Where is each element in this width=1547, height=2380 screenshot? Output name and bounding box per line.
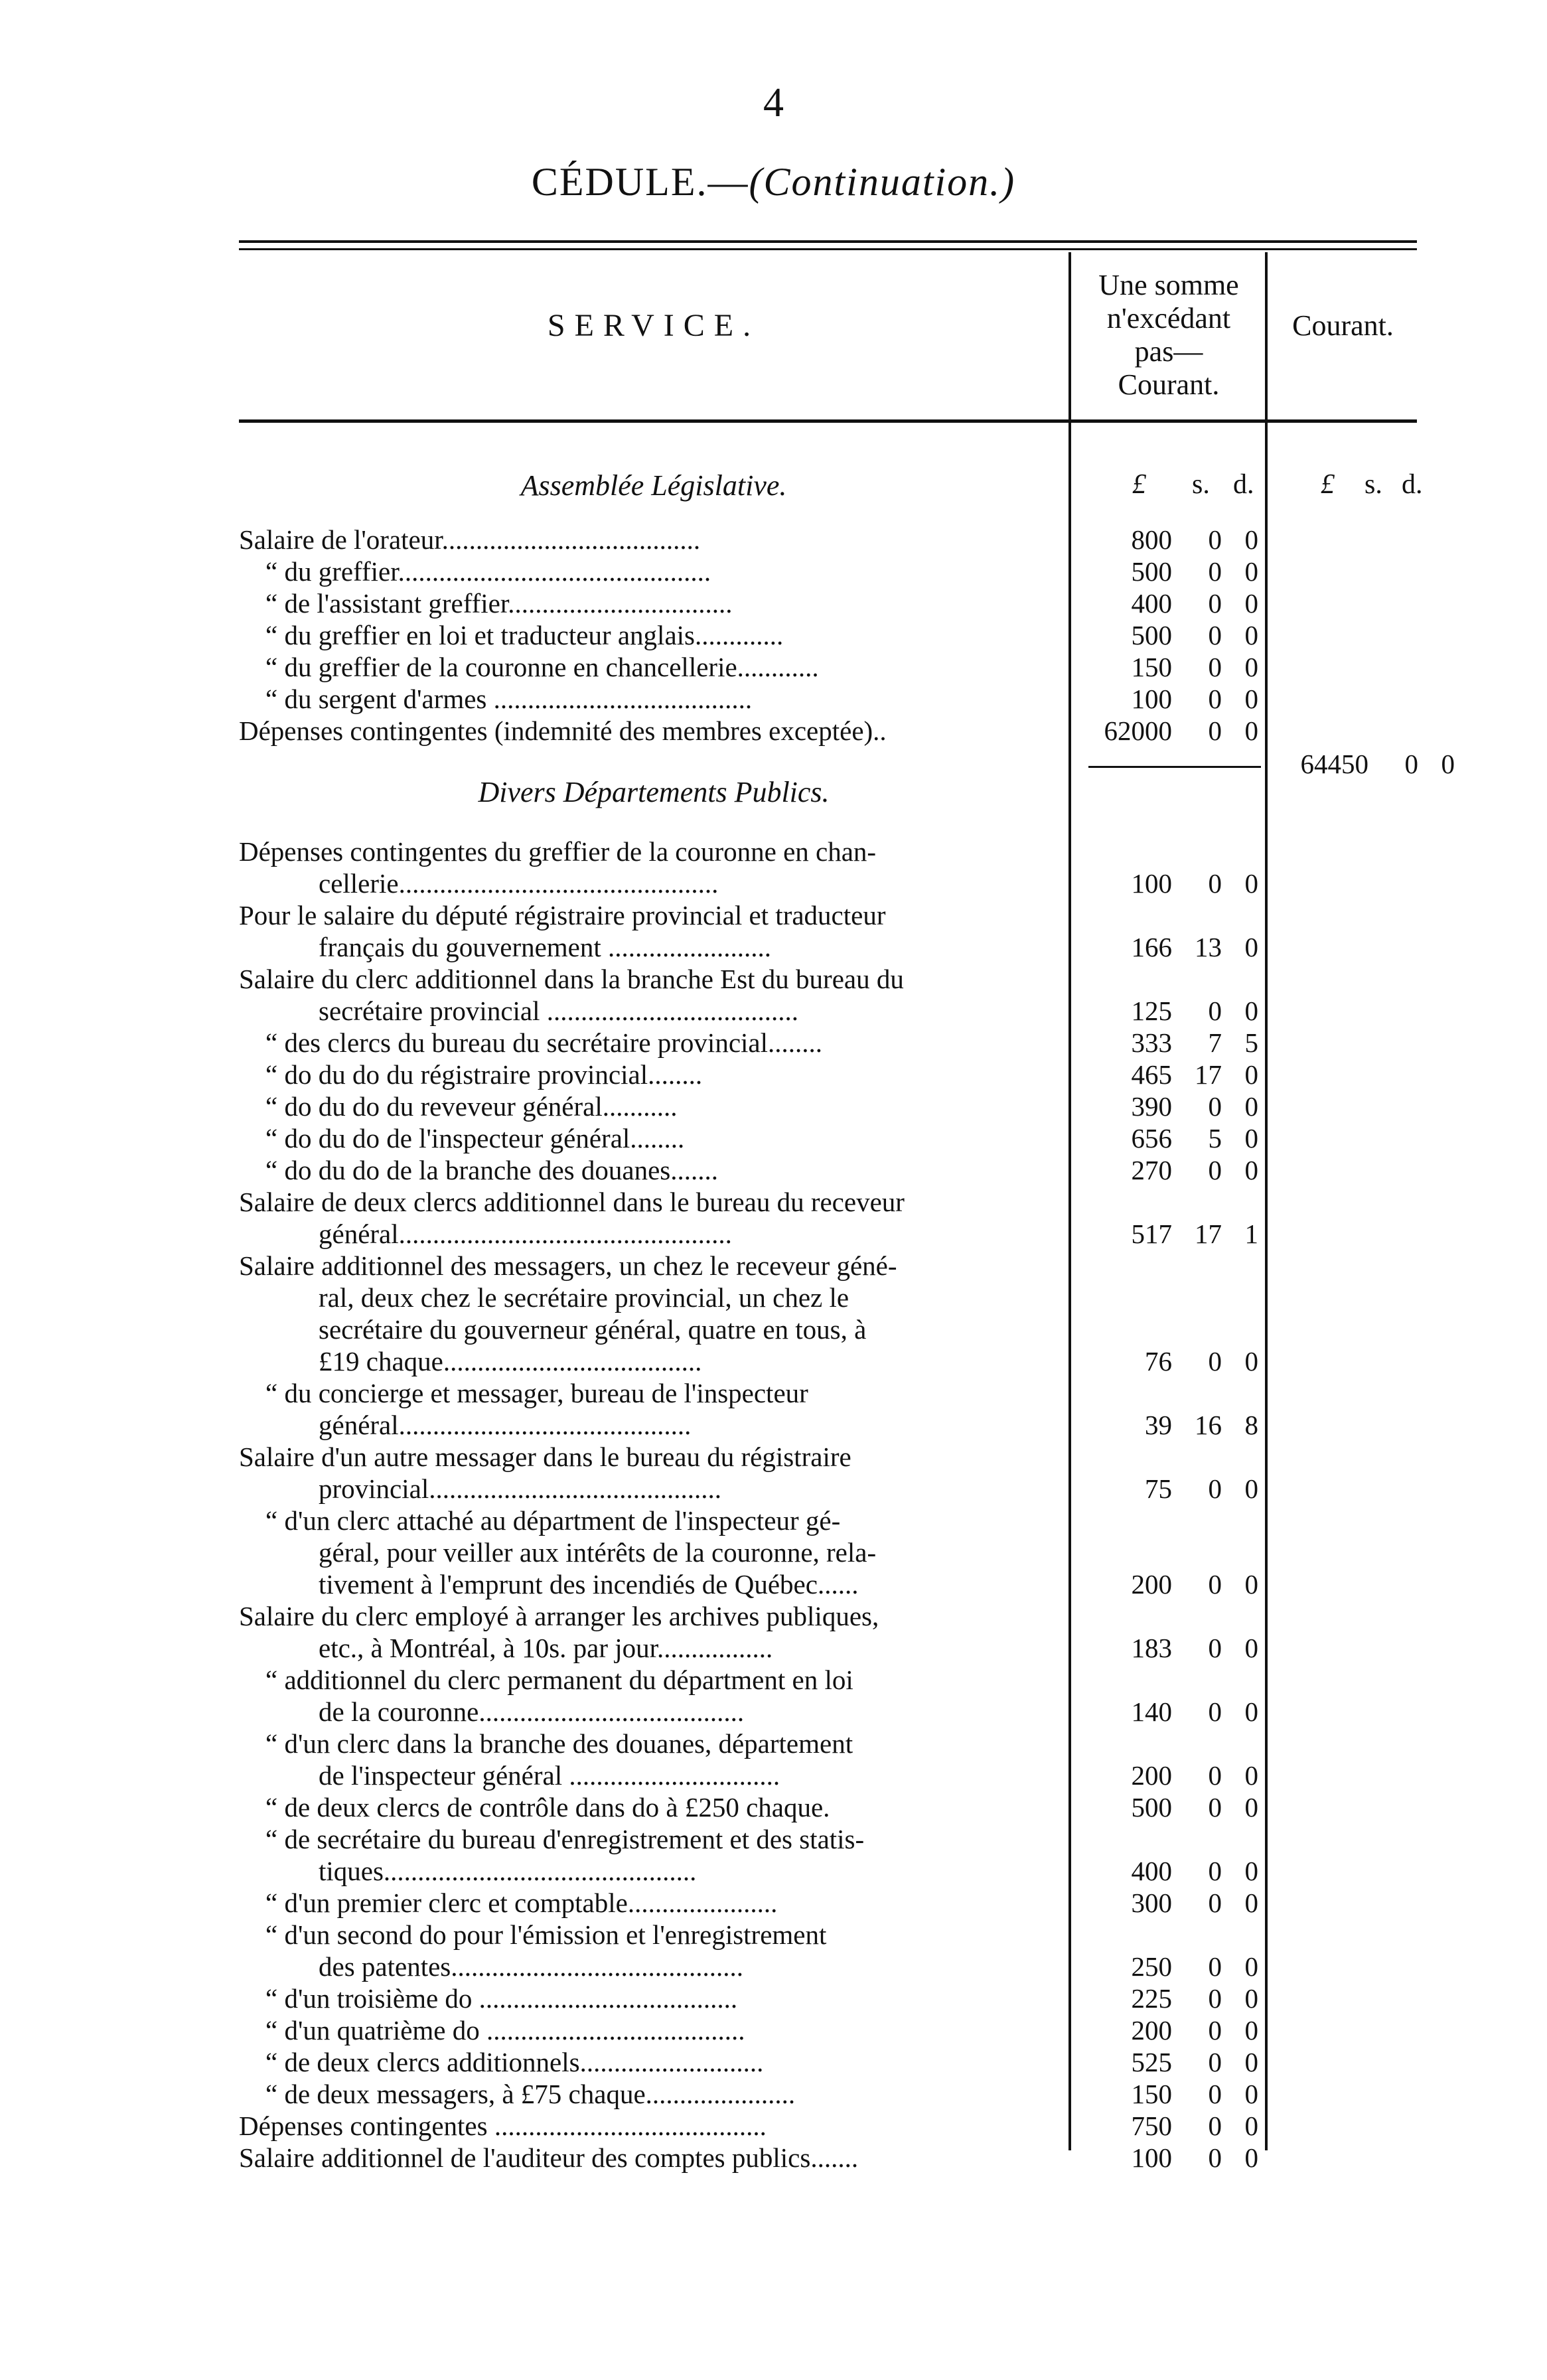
row-description: “ d'un premier clerc et comptable...................... — [265, 1888, 778, 1918]
amount-pounds: 390 — [1131, 1091, 1172, 1122]
row-description: Salaire du clerc employé à arranger les archives publiques, — [239, 1601, 879, 1631]
row-amount — [1072, 1027, 1258, 1058]
title-main: CÉDULE.— — [531, 160, 749, 204]
amount-pence: 0 — [1244, 715, 1258, 746]
amount-pence: 0 — [1244, 620, 1258, 650]
row-amount — [1072, 652, 1258, 682]
amount-pounds: 125 — [1131, 996, 1172, 1026]
amount-pence: 0 — [1244, 996, 1258, 1026]
amount-pounds: 64450 — [1300, 749, 1368, 779]
row-description: cellerie............................................... — [319, 868, 719, 899]
header-rule-top — [239, 240, 1417, 243]
amount-pence: 8 — [1244, 1410, 1258, 1440]
amount-shillings: 0 — [1208, 1346, 1222, 1376]
amount-shillings: 17 — [1195, 1219, 1222, 1249]
row-description: “ do du do de la branche des douanes....... — [265, 1155, 718, 1185]
amount-shillings: 0 — [1404, 749, 1418, 779]
row-description: de la couronne....................................... — [319, 1696, 745, 1727]
amount-shillings: 0 — [1208, 556, 1222, 587]
row-description: “ du concierge et messager, bureau de l'inspecteur — [265, 1378, 808, 1408]
subtotal-rule — [1088, 766, 1261, 768]
amount-pounds: 76 — [1145, 1346, 1172, 1376]
row-description: Pour le salaire du député régistraire provincial et traducteur — [239, 900, 886, 930]
row-amount — [1072, 1888, 1258, 1918]
column-header-sum-line: Une somme — [1098, 269, 1239, 301]
amount-shillings: 0 — [1208, 1760, 1222, 1791]
amount-pounds: 500 — [1131, 1792, 1172, 1822]
row-description: “ de secrétaire du bureau d'enregistrement et des statis- — [265, 1824, 865, 1854]
page-number: 4 — [763, 80, 784, 125]
amount-pounds: 100 — [1131, 684, 1172, 714]
title-continuation: (Continuation.) — [749, 160, 1016, 204]
amount-pounds: 333 — [1131, 1027, 1172, 1058]
row-amount — [1072, 524, 1258, 555]
amount-shillings: 16 — [1195, 1410, 1222, 1440]
amount-pounds: 200 — [1131, 1760, 1172, 1791]
amount-pence: 0 — [1244, 1091, 1258, 1122]
row-description: “ d'un quatrième do ...................................... — [265, 2015, 745, 2045]
amount-pounds: 100 — [1131, 868, 1172, 899]
row-description: “ du greffier en loi et traducteur anglais............. — [265, 620, 784, 650]
unit-pound-courant: £ — [1321, 469, 1335, 500]
amount-shillings: 0 — [1208, 2079, 1222, 2109]
amount-shillings: 0 — [1208, 1792, 1222, 1822]
amount-shillings: 0 — [1208, 620, 1222, 650]
amount-shillings: 0 — [1208, 1983, 1222, 2014]
page-title — [0, 159, 1547, 205]
amount-pence: 0 — [1441, 749, 1455, 779]
column-header-sum — [1072, 269, 1265, 402]
row-amount — [1072, 2111, 1258, 2141]
row-description: “ d'un clerc attaché au départment de l'inspecteur gé- — [265, 1505, 841, 1536]
row-description: etc., à Montréal, à 10s. par jour................. — [319, 1633, 773, 1663]
unit-shilling: s. — [1192, 469, 1210, 500]
amount-pence: 0 — [1244, 1696, 1258, 1727]
amount-pounds: 525 — [1131, 2047, 1172, 2077]
column-header-service: SERVICE. — [547, 308, 761, 343]
row-description: secrétaire provincial ..................................... — [319, 996, 799, 1026]
amount-shillings: 7 — [1208, 1027, 1222, 1058]
amount-pence: 0 — [1244, 932, 1258, 962]
amount-shillings: 0 — [1208, 715, 1222, 746]
row-description: “ du greffier de la couronne en chancellerie............ — [265, 652, 819, 682]
row-amount — [1072, 1091, 1258, 1122]
amount-pence: 0 — [1244, 1155, 1258, 1185]
amount-shillings: 0 — [1208, 2111, 1222, 2141]
row-amount — [1072, 868, 1258, 899]
amount-shillings: 0 — [1208, 524, 1222, 555]
row-description: Salaire additionnel de l'auditeur des comptes publics....... — [239, 2142, 859, 2173]
column-header-sum-line: pas— — [1134, 335, 1203, 368]
row-amount — [1072, 684, 1258, 714]
row-amount — [1072, 1123, 1258, 1153]
amount-pence: 1 — [1244, 1219, 1258, 1249]
row-description: des patentes........................................... — [319, 1951, 743, 1982]
amount-pence: 0 — [1244, 1059, 1258, 1090]
amount-pence: 0 — [1244, 2015, 1258, 2045]
column-divider-1 — [1068, 252, 1071, 2150]
row-description: tiques.............................................. — [319, 1856, 697, 1886]
amount-shillings: 17 — [1195, 1059, 1222, 1090]
section-title-divers: Divers Départements Publics. — [478, 776, 830, 808]
amount-pence: 0 — [1244, 652, 1258, 682]
row-description: Dépenses contingentes ........................................ — [239, 2111, 767, 2141]
amount-pounds: 200 — [1131, 1569, 1172, 1599]
amount-pounds: 166 — [1131, 932, 1172, 962]
amount-pence: 0 — [1244, 1569, 1258, 1599]
row-amount — [1072, 620, 1258, 650]
amount-pence: 0 — [1244, 868, 1258, 899]
unit-pound: £ — [1132, 469, 1146, 500]
row-description: Salaire de deux clercs additionnel dans le bureau du receveur — [239, 1187, 905, 1217]
amount-pounds: 800 — [1131, 524, 1172, 555]
amount-shillings: 0 — [1208, 1569, 1222, 1599]
row-description: Dépenses contingentes (indemnité des membres exceptée).. — [239, 715, 887, 746]
row-amount — [1072, 2142, 1258, 2173]
amount-pence: 0 — [1244, 524, 1258, 555]
row-description: £19 chaque...................................... — [319, 1346, 702, 1376]
amount-shillings: 13 — [1195, 932, 1222, 962]
amount-shillings: 0 — [1208, 1091, 1222, 1122]
row-amount — [1072, 1951, 1258, 1982]
row-amount — [1072, 996, 1258, 1026]
amount-pence: 0 — [1244, 2142, 1258, 2173]
row-description: “ du sergent d'armes ...................................... — [265, 684, 753, 714]
row-description: ral, deux chez le secrétaire provincial, un chez le — [319, 1282, 849, 1313]
row-amount — [1072, 1219, 1258, 1249]
column-divider-2 — [1265, 252, 1268, 2150]
amount-pounds: 270 — [1131, 1155, 1172, 1185]
amount-pence: 0 — [1244, 556, 1258, 587]
row-amount — [1072, 1410, 1258, 1440]
row-amount — [1072, 1155, 1258, 1185]
amount-pounds: 100 — [1131, 2142, 1172, 2173]
amount-pounds: 300 — [1131, 1888, 1172, 1918]
unit-pence-courant: d. — [1402, 469, 1423, 500]
column-header-sum-line: Courant. — [1118, 368, 1220, 401]
amount-pounds: 500 — [1131, 556, 1172, 587]
row-amount — [1072, 2047, 1258, 2077]
row-amount — [1072, 715, 1258, 746]
amount-pence: 0 — [1244, 1760, 1258, 1791]
amount-shillings: 0 — [1208, 1633, 1222, 1663]
row-description: “ de deux clercs de contrôle dans do à £250 chaque. — [265, 1792, 830, 1822]
row-amount — [1072, 1696, 1258, 1727]
amount-pence: 5 — [1244, 1027, 1258, 1058]
amount-pence: 0 — [1244, 2111, 1258, 2141]
unit-pence: d. — [1233, 469, 1254, 500]
row-description: Salaire du clerc additionnel dans la branche Est du bureau du — [239, 964, 904, 994]
row-amount — [1072, 1346, 1258, 1376]
row-description: “ des clercs du bureau du secrétaire provincial........ — [265, 1027, 822, 1058]
amount-shillings: 0 — [1208, 652, 1222, 682]
amount-pence: 0 — [1244, 1792, 1258, 1822]
amount-pence: 0 — [1244, 1346, 1258, 1376]
row-amount — [1072, 932, 1258, 962]
amount-shillings: 0 — [1208, 996, 1222, 1026]
header-rule-bottom — [239, 419, 1417, 423]
amount-pounds: 750 — [1131, 2111, 1172, 2141]
amount-pounds: 400 — [1131, 1856, 1172, 1886]
amount-shillings: 0 — [1208, 868, 1222, 899]
amount-shillings: 0 — [1208, 2142, 1222, 2173]
amount-pounds: 225 — [1131, 1983, 1172, 2014]
row-amount — [1072, 1792, 1258, 1822]
amount-pence: 0 — [1244, 588, 1258, 619]
row-description: français du gouvernement ........................ — [319, 932, 772, 962]
amount-pounds: 656 — [1131, 1123, 1172, 1153]
amount-pence: 0 — [1244, 1633, 1258, 1663]
row-description: Salaire de l'orateur...................................... — [239, 524, 701, 555]
amount-pounds: 465 — [1131, 1059, 1172, 1090]
row-description: Salaire additionnel des messagers, un chez le receveur géné- — [239, 1250, 897, 1281]
amount-shillings: 5 — [1208, 1123, 1222, 1153]
row-description: Dépenses contingentes du greffier de la couronne en chan- — [239, 836, 877, 867]
amount-pounds: 400 — [1131, 588, 1172, 619]
row-description: “ de deux clercs additionnels........................... — [265, 2047, 764, 2077]
row-amount — [1072, 1059, 1258, 1090]
amount-pounds: 517 — [1131, 1219, 1172, 1249]
section-title-legislative: Assemblée Législative. — [520, 469, 787, 502]
row-description: général........................................... — [319, 1410, 692, 1440]
amount-pence: 0 — [1244, 1951, 1258, 1982]
header-rule-top-2 — [239, 248, 1417, 250]
row-amount — [1072, 1760, 1258, 1791]
amount-pounds: 200 — [1131, 2015, 1172, 2045]
row-description: “ d'un clerc dans la branche des douanes, département — [265, 1728, 853, 1759]
row-description: Salaire d'un autre messager dans le bureau du régistraire — [239, 1442, 851, 1472]
amount-pounds: 150 — [1131, 2079, 1172, 2109]
row-description: “ du greffier.............................................. — [265, 556, 711, 587]
row-description: géral, pour veiller aux intérêts de la couronne, rela- — [319, 1537, 877, 1568]
amount-pence: 0 — [1244, 2079, 1258, 2109]
row-description: “ do du do de l'inspecteur général........ — [265, 1123, 685, 1153]
row-amount — [1072, 1633, 1258, 1663]
row-amount — [1072, 1983, 1258, 2014]
column-header-sum-line: n'excédant — [1106, 302, 1231, 335]
column-header-courant: Courant. — [1292, 309, 1394, 342]
row-amount — [1072, 1473, 1258, 1504]
amount-pence: 0 — [1244, 2047, 1258, 2077]
row-description: “ do du do du reveveur général........... — [265, 1091, 678, 1122]
amount-shillings: 0 — [1208, 1696, 1222, 1727]
amount-shillings: 0 — [1208, 588, 1222, 619]
row-amount — [1072, 2015, 1258, 2045]
amount-pence: 0 — [1244, 1888, 1258, 1918]
amount-pence: 0 — [1244, 1856, 1258, 1886]
row-description: “ additionnel du clerc permanent du départment en loi — [265, 1665, 853, 1695]
amount-shillings: 0 — [1208, 684, 1222, 714]
row-amount — [1072, 1569, 1258, 1599]
row-description: secrétaire du gouverneur général, quatre en tous, à — [319, 1314, 867, 1345]
amount-shillings: 0 — [1208, 1951, 1222, 1982]
amount-shillings: 0 — [1208, 2047, 1222, 2077]
row-description: “ de l'assistant greffier................................. — [265, 588, 733, 619]
amount-pounds: 140 — [1131, 1696, 1172, 1727]
amount-pounds: 39 — [1145, 1410, 1172, 1440]
unit-shilling-courant: s. — [1364, 469, 1382, 500]
row-description: provincial........................................... — [319, 1473, 721, 1504]
amount-shillings: 0 — [1208, 1856, 1222, 1886]
amount-shillings: 0 — [1208, 1888, 1222, 1918]
row-description: “ d'un second do pour l'émission et l'enregistrement — [265, 1919, 827, 1950]
row-description: “ do du do du régistraire provincial........ — [265, 1059, 703, 1090]
legislative-total — [1269, 749, 1455, 779]
amount-pence: 0 — [1244, 1473, 1258, 1504]
row-amount — [1072, 1856, 1258, 1886]
amount-pounds: 62000 — [1104, 715, 1172, 746]
amount-shillings: 0 — [1208, 2015, 1222, 2045]
amount-shillings: 0 — [1208, 1155, 1222, 1185]
amount-pence: 0 — [1244, 684, 1258, 714]
row-amount — [1072, 2079, 1258, 2109]
amount-pounds: 250 — [1131, 1951, 1172, 1982]
row-amount — [1072, 556, 1258, 587]
amount-pounds: 500 — [1131, 620, 1172, 650]
row-description: “ d'un troisième do ...................................... — [265, 1983, 738, 2014]
amount-pence: 0 — [1244, 1123, 1258, 1153]
amount-shillings: 0 — [1208, 1473, 1222, 1504]
amount-pounds: 183 — [1131, 1633, 1172, 1663]
row-amount — [1072, 588, 1258, 619]
amount-pence: 0 — [1244, 1983, 1258, 2014]
row-description: de l'inspecteur général ............................... — [319, 1760, 780, 1791]
row-description: tivement à l'emprunt des incendiés de Québec...... — [319, 1569, 859, 1599]
amount-pounds: 75 — [1145, 1473, 1172, 1504]
row-description: général................................................. — [319, 1219, 732, 1249]
amount-pounds: 150 — [1131, 652, 1172, 682]
row-description: “ de deux messagers, à £75 chaque...................... — [265, 2079, 796, 2109]
